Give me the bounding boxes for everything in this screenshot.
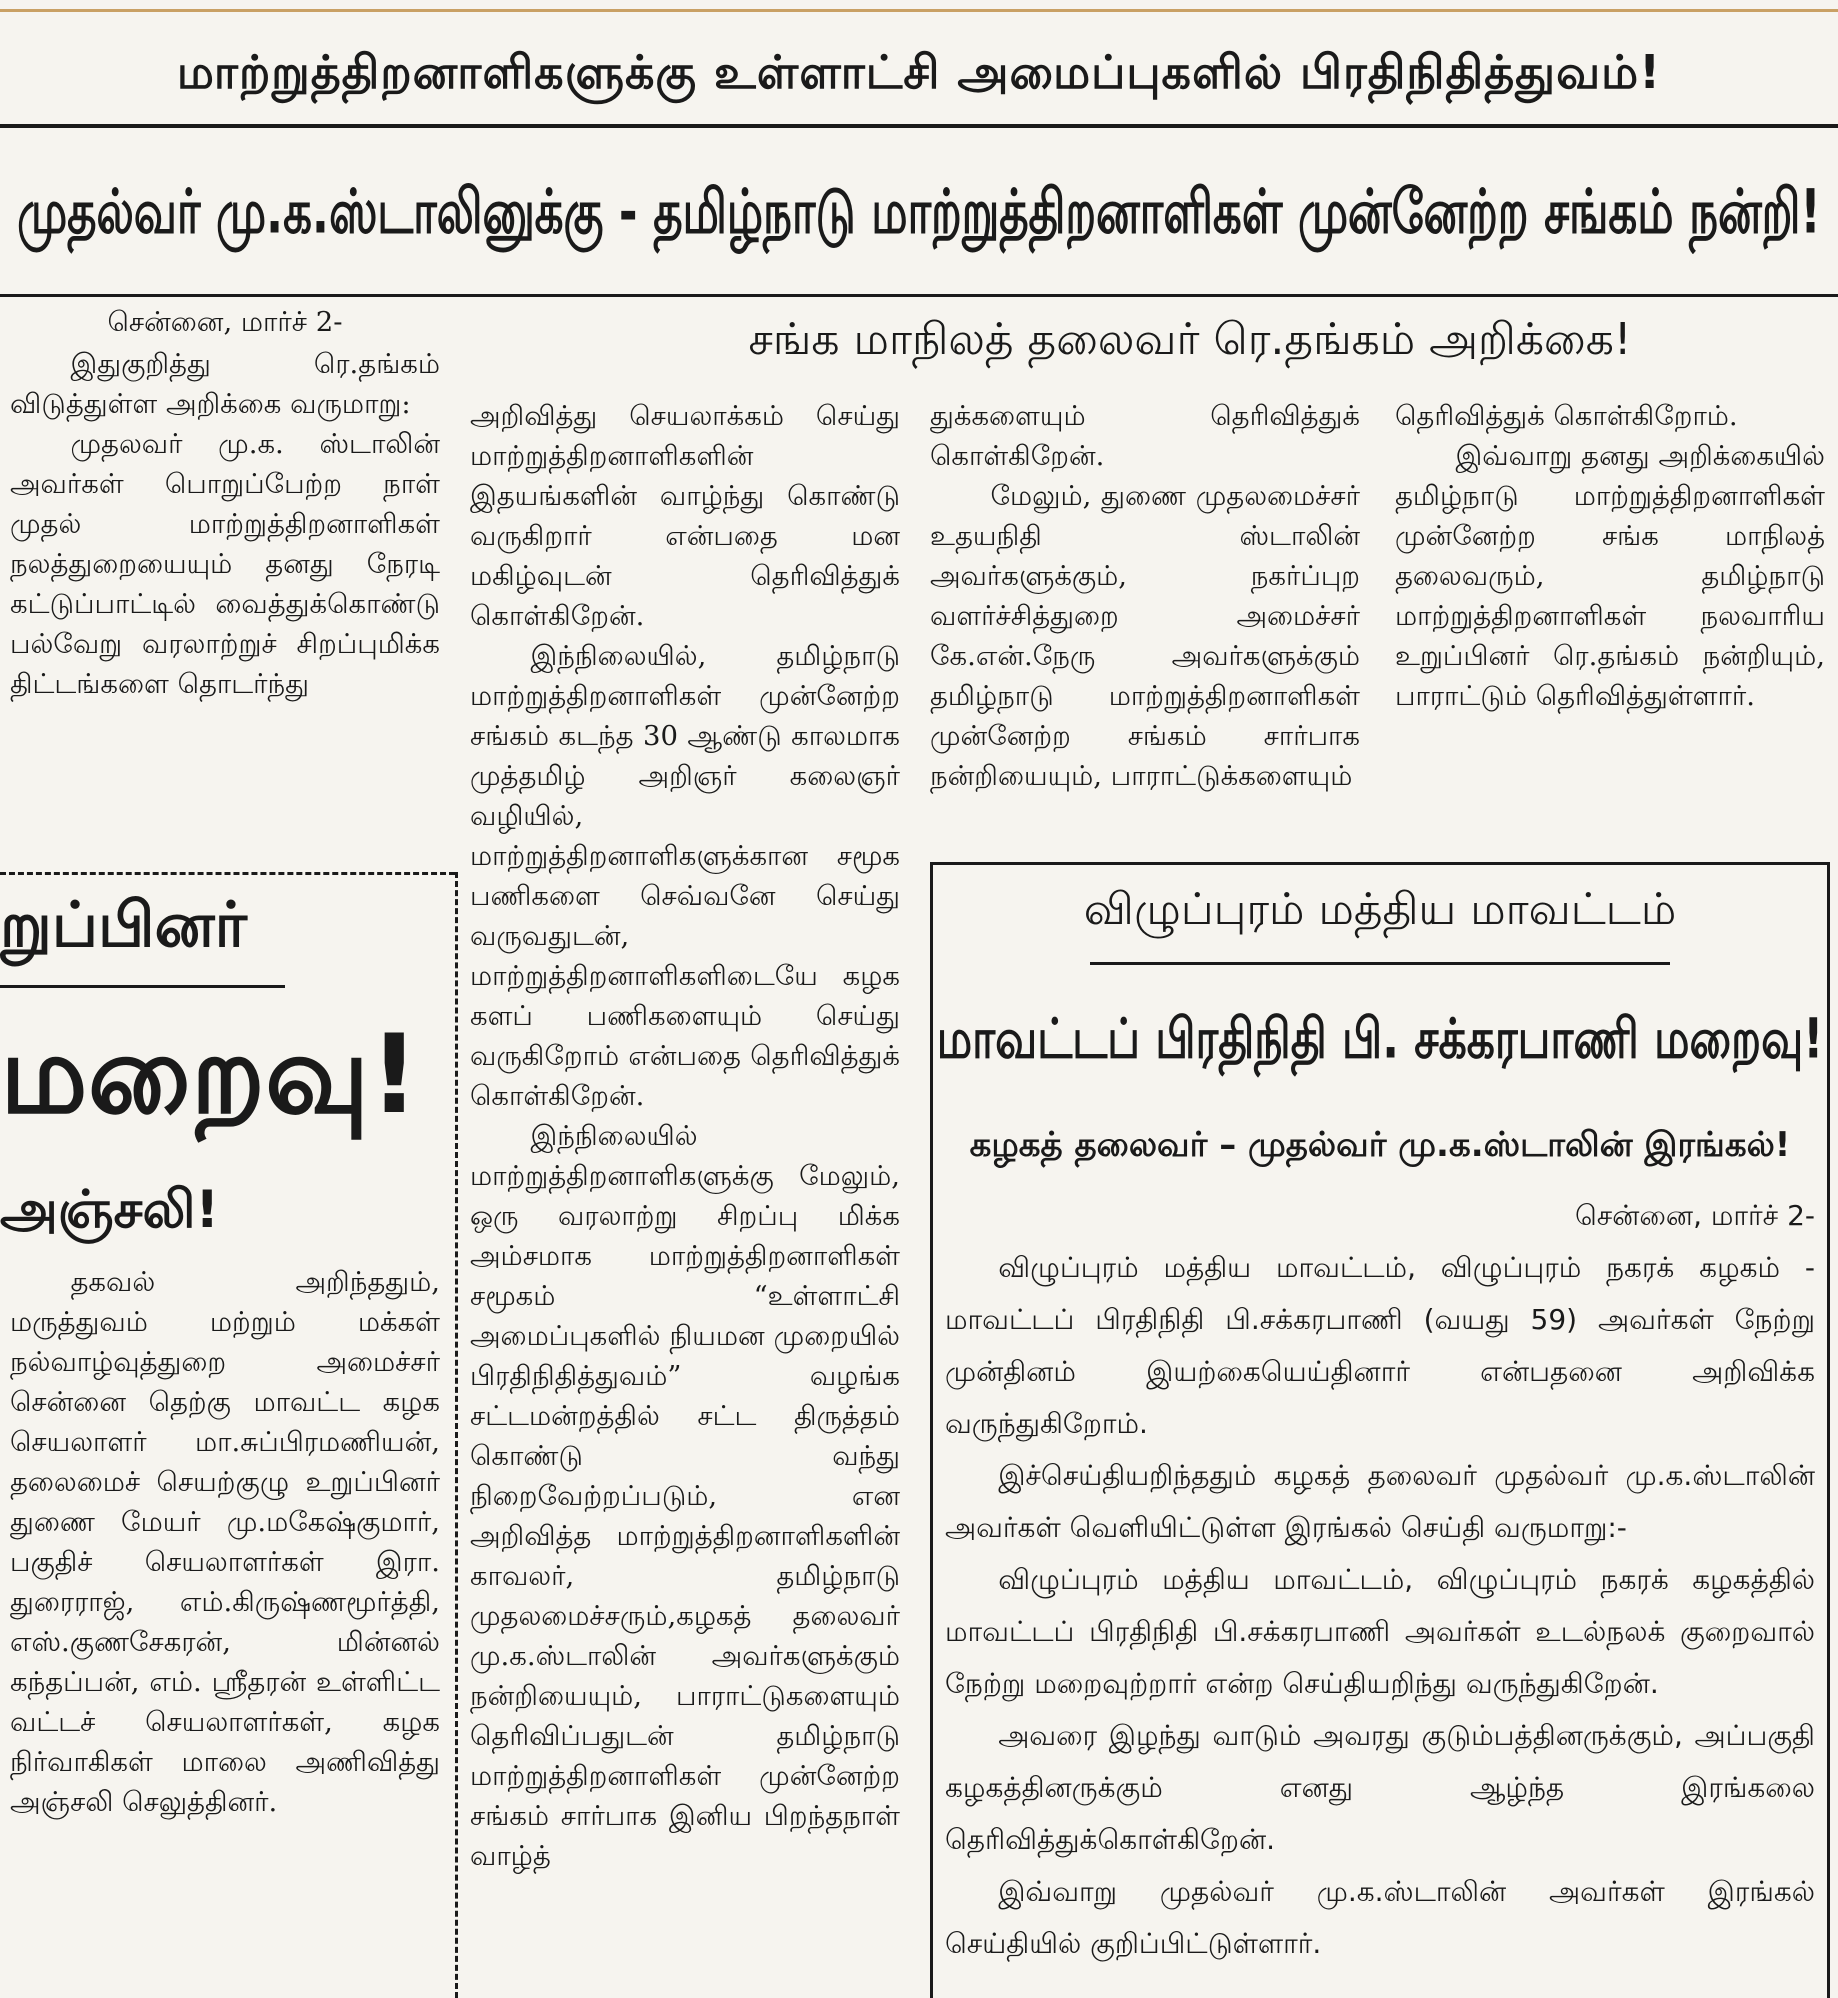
top-border [0, 0, 1838, 12]
obituary-body [945, 1190, 1815, 1990]
obituary-kicker: விழுப்புரம் மத்திய மாவட்டம் [1083, 884, 1677, 935]
paragraph: துக்களையும் தெரிவித்துக் கொள்கிறேன். [930, 400, 1360, 472]
headline-rule [0, 294, 1838, 297]
paragraph: இந்நிலையில், தமிழ்நாடு மாற்றுத்திறனாளிகள் முன்னேற்ற சங்கம் கடந்த 30 ஆண்டு காலமாக முத்தமிழ் அறிஞர் கலைஞர் வழியில், மாற்றுத்திறனாளிகளுக்கான சமூக பணிகளை செவ்வனே செய்து வருவதுடன், மாற்றுத்திறனாளிகளிடையே கழக களப் பணிகளையும் செய்து வருகிறோம் என்பதை தெரிவித்துக் கொள்கிறேன். [470, 640, 900, 1112]
kicker-headline: மாற்றுத்திறனாளிகளுக்கு உள்ளாட்சி அமைப்புகளில் பிரதிநிதித்துவம்! [176, 45, 1662, 99]
left-article-headline: மறைவு! [0, 1011, 420, 1138]
left-article-heading: றுப்பினர் [0, 888, 248, 961]
main-subheadline: சங்க மாநிலத் தலைவர் ரெ.தங்கம் அறிக்கை! [748, 314, 1632, 365]
paragraph: இந்நிலையில் மாற்றுத்திறனாளிகளுக்கு மேலும், ஒரு வரலாற்று சிறப்பு மிக்க அம்சமாக மாற்றுத்திறனாளிகள் சமூகம் “உள்ளாட்சி அமைப்புகளில் நியமன முறையில் பிரதிநிதித்துவம்” வழங்க சட்டமன்றத்தில் சட்ட திருத்தம் கொண்டு வந்து நிறைவேற்றப்படும், என அறிவித்த மாற்றுத்திறனாளிகளின் காவலர், தமிழ்நாடு முதலமைச்சரும்,கழகத் தலைவர் மு.க.ஸ்டாலின் அவர்களுக்கும் நன்றியையும், பாராட்டுகளையும் தெரிவிப்பதுடன் தமிழ்நாடு மாற்றுத்திறனாளிகள் முன்னேற்ற சங்கம் சார்பாக இனிய பிறந்தநாள் வாழ்த் [470, 1120, 900, 1872]
paragraph: இச்செய்தியறிந்ததும் கழகத் தலைவர் முதல்வர் மு.க.ஸ்டாலின் அவர்கள் வெளியிட்டுள்ள இரங்கல் செய்தி வருமாறு:- [945, 1459, 1815, 1544]
left-article-body [10, 1262, 440, 1997]
dateline: சென்னை, மார்ச் 2- [1574, 1199, 1815, 1232]
paragraph: இவ்வாறு முதல்வர் மு.க.ஸ்டாலின் அவர்கள் இரங்கல் செய்தியில் குறிப்பிட்டுள்ளார். [945, 1875, 1815, 1960]
paragraph: மேலும், துணை முதலமைச்சர் உதயநிதி ஸ்டாலின் அவர்களுக்கும், நகர்ப்புற வளர்ச்சித்துறை அமைச்சர் கே.என்.நேரு அவர்களுக்கும் தமிழ்நாடு மாற்றுத்திறனாளிகள் முன்னேற்ற சங்கம் சார்பாக நன்றியையும், பாராட்டுக்களையும் [930, 480, 1360, 792]
article-column-2 [470, 396, 900, 1996]
article-column-1 [10, 302, 440, 847]
paragraph: அறிவித்து செயலாக்கம் செய்து மாற்றுத்திறனாளிகளின் இதயங்களின் வாழ்ந்து கொண்டு வருகிறார் என்பதை மன மகிழ்வுடன் தெரிவித்துக் கொள்கிறேன். [470, 400, 900, 632]
left-heading-rule [0, 985, 285, 988]
dateline: சென்னை, மார்ச் 2- [107, 306, 343, 338]
dashed-column-divider [455, 872, 458, 1998]
obituary-subheadline: கழகத் தலைவர் – முதல்வர் மு.க.ஸ்டாலின் இரங்கல்! [969, 1125, 1791, 1165]
main-headline: முதல்வர் மு.க.ஸ்டாலினுக்கு - தமிழ்நாடு மாற்றுத்திறனாளிகள் முன்னேற்ற சங்கம் நன்றி! [17, 175, 1821, 248]
paragraph: முதலவர் மு.க. ஸ்டாலின் அவர்கள் பொறுப்பேற்ற நாள் முதல் மாற்றுத்திறனாளிகள் நலத்துறையையும் தனது நேரடி கட்டுப்பாட்டில் வைத்துக்கொண்டு பல்வேறு வரலாற்றுச் சிறப்புமிக்க திட்டங்களை தொடர்ந்து [10, 428, 440, 700]
left-article-subheadline: அஞ்சலி! [0, 1180, 220, 1240]
obituary-headline: மாவட்டப் பிரதிநிதி பி. சக்கரபாணி மறைவு! [936, 1007, 1824, 1072]
paragraph: அவரை இழந்து வாடும் அவரது குடும்பத்தினருக்கும், அப்பகுதி கழகத்தினருக்கும் எனது ஆழ்ந்த இரங்கலை தெரிவித்துக்கொள்கிறேன். [945, 1719, 1815, 1856]
paragraph: தகவல் அறிந்ததும், மருத்துவம் மற்றும் மக்கள் நல்வாழ்வுத்துறை அமைச்சர் சென்னை தெற்கு மாவட்ட கழக செயலாளர் மா.சுப்பிரமணியன், தலைமைச் செயற்குழு உறுப்பினர் துணை மேயர் மு.மகேஷ்குமார், பகுதிச் செயலாளர்கள் இரா. துரைராஜ், எம்.கிருஷ்ணமூர்த்தி, எஸ்.குணசேகரன், மின்னல் கந்தப்பன், எம். ஸ்ரீதரன் உள்ளிட்ட வட்டச் செயலாளர்கள், கழக நிர்வாகிகள் மாலை அணிவித்து அஞ்சலி செலுத்தினர். [10, 1266, 440, 1818]
paragraph: இதுகுறித்து ரெ.தங்கம் விடுத்துள்ள அறிக்கை வருமாறு: [10, 348, 440, 420]
paragraph: விழுப்புரம் மத்திய மாவட்டம், விழுப்புரம் நகரக் கழகத்தில் மாவட்டப் பிரதிநிதி பி.சக்கரபாணி அவர்கள் உடல்நலக் குறைவால் நேற்று மறைவுற்றார் என்ற செய்தியறிந்து வருந்துகிறேன். [945, 1563, 1815, 1700]
paragraph: இவ்வாறு தனது அறிக்கையில் தமிழ்நாடு மாற்றுத்திறனாளிகள் முன்னேற்ற சங்க மாநிலத் தலைவரும், தமிழ்நாடு மாற்றுத்திறனாளிகள் நலவாரிய உறுப்பினர் ரெ.தங்கம் நன்றியும், பாராட்டும் தெரிவித்துள்ளார். [1395, 440, 1825, 712]
article-column-3 [930, 396, 1360, 851]
paragraph: தெரிவித்துக் கொள்கிறோம். [1395, 400, 1738, 432]
article-column-4 [1395, 396, 1825, 851]
paragraph: விழுப்புரம் மத்திய மாவட்டம், விழுப்புரம் நகரக் கழகம் - மாவட்டப் பிரதிநிதி பி.சக்கரபாணி (வயது 59) அவர்கள் நேற்று முன்தினம் இயற்கையெய்தினார் என்பதனை அறிவிக்க வருந்துகிறோம். [945, 1251, 1815, 1440]
obituary-kicker-rule [1090, 962, 1670, 965]
